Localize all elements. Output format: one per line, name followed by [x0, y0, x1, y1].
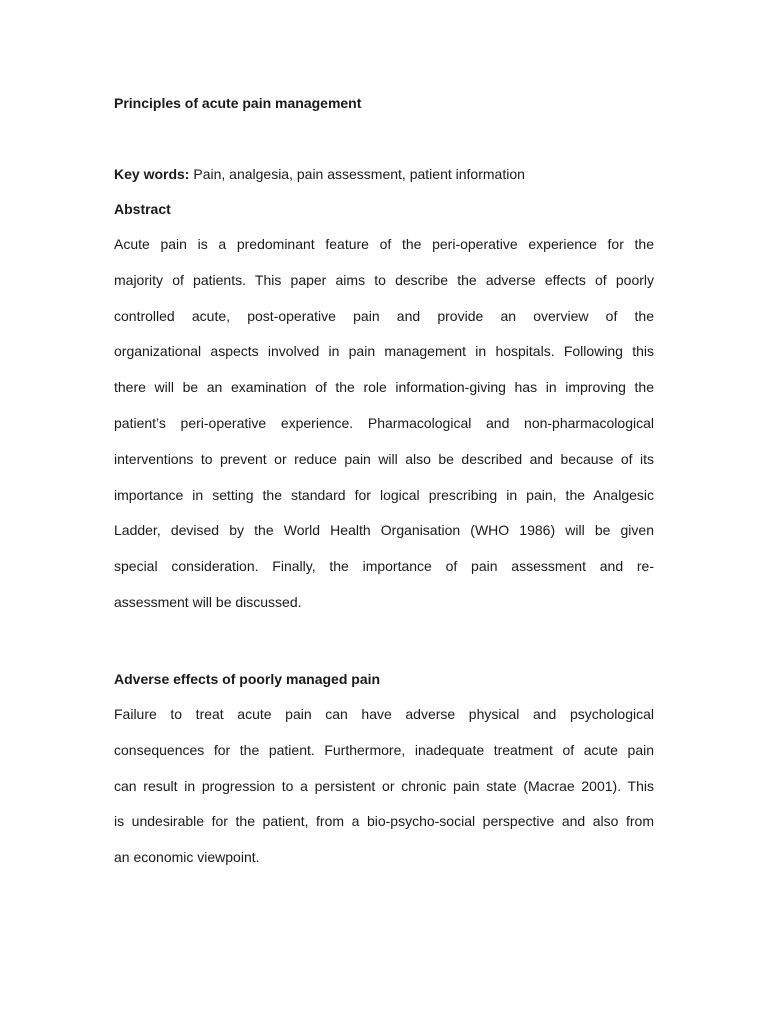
paragraph-line: majority of patients. This paper aims to describe the adverse effects of poorly: [114, 271, 654, 288]
document-title: Principles of acute pain management: [114, 95, 362, 111]
paragraph-line: is undesirable for the patient, from a bio-psycho-social perspective and also from: [114, 813, 654, 830]
keywords-value: Pain, analgesia, pain assessment, patient information: [189, 166, 525, 182]
paragraph-line: can result in progression to a persistent or chronic pain state (Macrae 2001). This: [114, 777, 654, 794]
abstract-paragraph: [114, 227, 654, 621]
keywords-line: [114, 165, 654, 183]
abstract-heading: Abstract: [114, 201, 171, 217]
paragraph-line: organizational aspects involved in pain management in hospitals. Following this: [114, 343, 654, 360]
section-heading: Adverse effects of poorly managed pain: [114, 671, 381, 687]
paragraph-line: assessment will be discussed.: [114, 593, 302, 610]
paragraph-line: importance in setting the standard for logical prescribing in pain, the Analgesic: [114, 486, 654, 503]
paragraph-line: controlled acute, post-operative pain and provide an overview of the: [114, 307, 654, 324]
paragraph-line: an economic viewpoint.: [114, 849, 260, 866]
section-paragraph: [114, 697, 654, 876]
paragraph-line: Failure to treat acute pain can have adverse physical and psychological: [114, 706, 654, 722]
paragraph-line: patient’s peri-operative experience. Pharmacological and non-pharmacological: [114, 414, 654, 431]
paragraph-line: Ladder, devised by the World Health Organisation (WHO 1986) will be given: [114, 522, 654, 539]
paragraph-line: there will be an examination of the role information-giving has in improving the: [114, 379, 654, 396]
keywords-label: Key words:: [114, 166, 190, 182]
paragraph-line: Acute pain is a predominant feature of the peri-operative experience for the: [114, 236, 654, 252]
paragraph-line: special consideration. Finally, the importance of pain assessment and re-: [114, 558, 654, 575]
paragraph-line: interventions to prevent or reduce pain will also be described and because of its: [114, 450, 654, 467]
paragraph-line: consequences for the patient. Furthermore, inadequate treatment of acute pain: [114, 741, 654, 758]
